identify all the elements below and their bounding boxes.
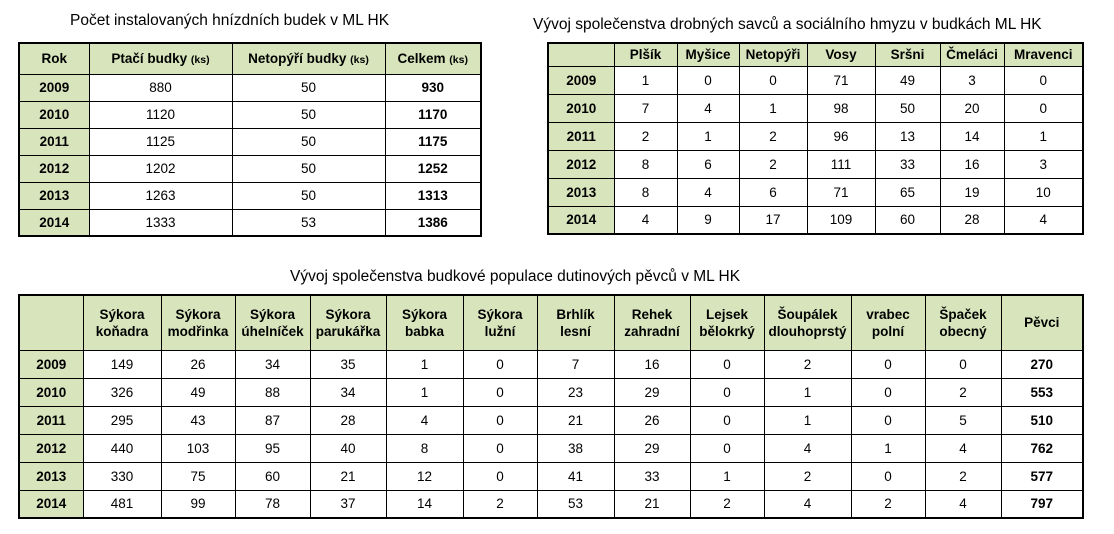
value-cell: 6 [739,178,807,206]
year-cell: 2012 [19,155,89,182]
year-cell: 2009 [19,350,83,378]
value-cell: 17 [739,206,807,234]
column-header: Brhlík lesní [537,295,614,350]
column-header: Sýkora koňadra [83,295,161,350]
column-header: Rok [19,43,89,74]
value-cell: 1170 [385,101,481,128]
value-cell: 2 [690,490,764,518]
table-header-row [548,43,1083,66]
value-cell: 1175 [385,128,481,155]
value-cell: 4 [1004,206,1083,234]
value-cell: 37 [310,490,386,518]
value-cell: 95 [235,434,310,462]
value-cell: 1 [1004,122,1083,150]
table-row [19,128,481,155]
table-row [19,434,1083,462]
value-cell: 75 [161,462,235,490]
value-cell: 0 [463,462,537,490]
column-header: Sýkora lužní [463,295,537,350]
value-cell: 53 [232,209,385,236]
value-cell: 71 [807,66,875,94]
value-cell: 6 [677,150,739,178]
value-cell: 330 [83,462,161,490]
value-cell: 1 [764,406,851,434]
value-cell: 0 [463,434,537,462]
value-cell: 2 [739,150,807,178]
value-cell: 28 [310,406,386,434]
value-cell: 1 [851,434,925,462]
value-cell: 0 [851,462,925,490]
table-row [19,490,1083,518]
value-cell: 1 [739,94,807,122]
year-cell: 2013 [19,182,89,209]
mammals-insects-table [547,42,1084,235]
value-cell: 26 [614,406,690,434]
value-cell: 2 [463,490,537,518]
value-cell: 270 [1001,350,1083,378]
value-cell: 41 [537,462,614,490]
value-cell: 1202 [89,155,232,182]
value-cell: 2 [614,122,677,150]
value-cell: 0 [1004,94,1083,122]
year-cell: 2012 [548,150,614,178]
value-cell: 53 [537,490,614,518]
year-cell: 2010 [19,101,89,128]
column-header: Šoupálek dlouhoprstý [764,295,851,350]
value-cell: 60 [235,462,310,490]
table3-title: Vývoj společenstva budkové populace dutinových pěvců v ML HK [290,268,741,285]
column-header: Netopýři [739,43,807,66]
table-header-row [19,295,1083,350]
value-cell: 797 [1001,490,1083,518]
value-cell: 4 [764,490,851,518]
value-cell: 87 [235,406,310,434]
column-header: Rehek zahradní [614,295,690,350]
table-row [19,350,1083,378]
column-header: Sýkora modřinka [161,295,235,350]
value-cell: 12 [386,462,463,490]
table-row [19,182,481,209]
value-cell: 103 [161,434,235,462]
value-cell: 16 [940,150,1004,178]
column-header: Lejsek bělokrký [690,295,764,350]
value-cell: 4 [386,406,463,434]
value-cell: 440 [83,434,161,462]
value-cell: 149 [83,350,161,378]
value-cell: 50 [232,74,385,101]
year-cell: 2010 [548,94,614,122]
column-header: Vosy [807,43,875,66]
value-cell: 111 [807,150,875,178]
year-cell: 2009 [548,66,614,94]
value-cell: 0 [463,350,537,378]
value-cell: 1 [690,462,764,490]
value-cell: 510 [1001,406,1083,434]
column-header [548,43,614,66]
value-cell: 295 [83,406,161,434]
value-cell: 8 [614,178,677,206]
column-header: Sršni [875,43,940,66]
column-header [19,295,83,350]
value-cell: 50 [232,128,385,155]
value-cell: 4 [677,94,739,122]
value-cell: 0 [690,350,764,378]
value-cell: 4 [925,434,1001,462]
value-cell: 20 [940,94,1004,122]
table-row [548,206,1083,234]
value-cell: 78 [235,490,310,518]
value-cell: 4 [764,434,851,462]
value-cell: 49 [875,66,940,94]
value-cell: 0 [690,434,764,462]
value-cell: 553 [1001,378,1083,406]
value-cell: 0 [925,350,1001,378]
value-cell: 0 [690,406,764,434]
value-cell: 0 [463,378,537,406]
value-cell: 88 [235,378,310,406]
value-cell: 2 [764,462,851,490]
value-cell: 3 [1004,150,1083,178]
value-cell: 7 [614,94,677,122]
value-cell: 65 [875,178,940,206]
value-cell: 35 [310,350,386,378]
value-cell: 0 [851,350,925,378]
value-cell: 71 [807,178,875,206]
nest-box-count-table [18,42,482,237]
table-row [548,94,1083,122]
year-cell: 2014 [548,206,614,234]
value-cell: 0 [677,66,739,94]
year-cell: 2010 [19,378,83,406]
value-cell: 50 [232,182,385,209]
value-cell: 880 [89,74,232,101]
value-cell: 1 [386,350,463,378]
value-cell: 2 [925,462,1001,490]
value-cell: 1333 [89,209,232,236]
value-cell: 1263 [89,182,232,209]
value-cell: 8 [386,434,463,462]
column-header: Celkem (ks) [385,43,481,74]
value-cell: 2 [925,378,1001,406]
year-cell: 2009 [19,74,89,101]
value-cell: 60 [875,206,940,234]
value-cell: 50 [232,155,385,182]
value-cell: 50 [232,101,385,128]
table-row [19,462,1083,490]
value-cell: 4 [614,206,677,234]
value-cell: 4 [925,490,1001,518]
table-row [19,209,481,236]
column-header: Sýkora úhelníček [235,295,310,350]
value-cell: 1 [764,378,851,406]
table-row [548,178,1083,206]
table-row [19,74,481,101]
value-cell: 34 [310,378,386,406]
value-cell: 326 [83,378,161,406]
year-cell: 2011 [548,122,614,150]
year-cell: 2011 [19,406,83,434]
value-cell: 2 [851,490,925,518]
value-cell: 5 [925,406,1001,434]
value-cell: 16 [614,350,690,378]
value-cell: 98 [807,94,875,122]
column-header: Mravenci [1004,43,1083,66]
year-cell: 2014 [19,490,83,518]
column-header: Sýkora parukářka [310,295,386,350]
column-header: Ptačí budky (ks) [89,43,232,74]
table1-title: Počet instalovaných hnízdních budek v ML HK [70,12,390,29]
value-cell: 21 [537,406,614,434]
value-cell: 23 [537,378,614,406]
value-cell: 43 [161,406,235,434]
value-cell: 50 [875,94,940,122]
table-row [19,101,481,128]
table-header-row [19,43,481,74]
value-cell: 34 [235,350,310,378]
value-cell: 762 [1001,434,1083,462]
songbirds-table [18,294,1084,519]
value-cell: 930 [385,74,481,101]
value-cell: 96 [807,122,875,150]
column-header: Sýkora babka [386,295,463,350]
value-cell: 1 [677,122,739,150]
value-cell: 38 [537,434,614,462]
value-cell: 1313 [385,182,481,209]
value-cell: 14 [386,490,463,518]
table-row [19,406,1083,434]
table-row [19,378,1083,406]
table-row [19,155,481,182]
table2-title: Vývoj společenstva drobných savců a sociálního hmyzu v budkách ML HK [533,16,1042,33]
table-row [548,150,1083,178]
column-header: Myšice [677,43,739,66]
value-cell: 0 [1004,66,1083,94]
table-row [548,122,1083,150]
value-cell: 99 [161,490,235,518]
value-cell: 1125 [89,128,232,155]
year-cell: 2013 [548,178,614,206]
value-cell: 4 [677,178,739,206]
value-cell: 1386 [385,209,481,236]
value-cell: 481 [83,490,161,518]
value-cell: 40 [310,434,386,462]
value-cell: 29 [614,378,690,406]
value-cell: 2 [739,122,807,150]
column-header: Špaček obecný [925,295,1001,350]
value-cell: 3 [940,66,1004,94]
value-cell: 21 [310,462,386,490]
value-cell: 14 [940,122,1004,150]
year-cell: 2013 [19,462,83,490]
column-header: Čmeláci [940,43,1004,66]
value-cell: 29 [614,434,690,462]
column-header: vrabec polní [851,295,925,350]
table-row [548,66,1083,94]
year-cell: 2014 [19,209,89,236]
value-cell: 9 [677,206,739,234]
value-cell: 26 [161,350,235,378]
value-cell: 8 [614,150,677,178]
value-cell: 1252 [385,155,481,182]
value-cell: 0 [739,66,807,94]
value-cell: 21 [614,490,690,518]
year-cell: 2012 [19,434,83,462]
value-cell: 10 [1004,178,1083,206]
value-cell: 13 [875,122,940,150]
value-cell: 7 [537,350,614,378]
value-cell: 0 [463,406,537,434]
value-cell: 28 [940,206,1004,234]
value-cell: 1120 [89,101,232,128]
column-header: Pěvci [1001,295,1083,350]
column-header: Plšík [614,43,677,66]
value-cell: 577 [1001,462,1083,490]
value-cell: 1 [614,66,677,94]
value-cell: 33 [614,462,690,490]
value-cell: 0 [851,378,925,406]
value-cell: 19 [940,178,1004,206]
column-header: Netopýří budky (ks) [232,43,385,74]
value-cell: 1 [386,378,463,406]
value-cell: 0 [851,406,925,434]
value-cell: 0 [690,378,764,406]
value-cell: 33 [875,150,940,178]
value-cell: 49 [161,378,235,406]
value-cell: 2 [764,350,851,378]
year-cell: 2011 [19,128,89,155]
value-cell: 109 [807,206,875,234]
